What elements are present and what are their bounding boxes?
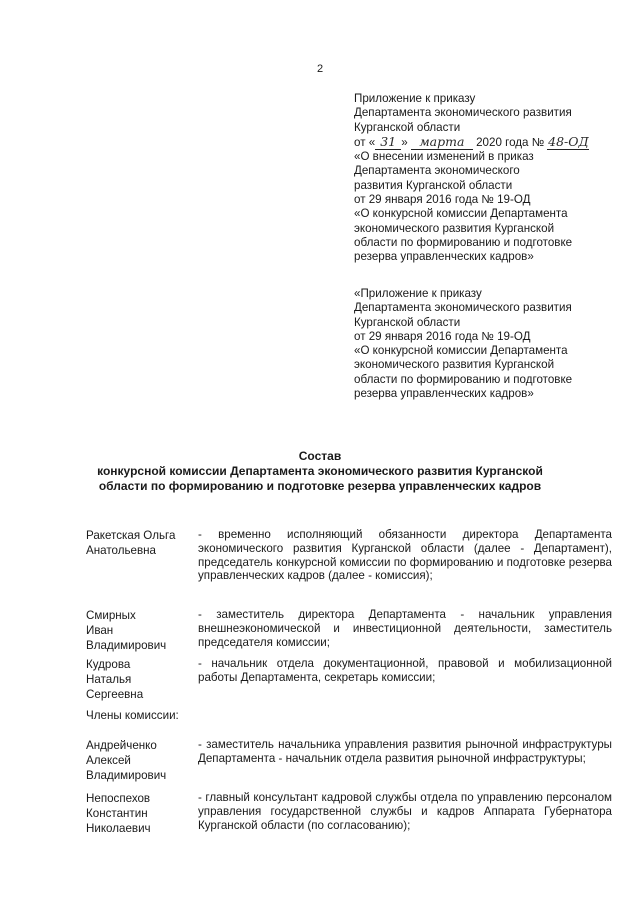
appendix-line: Курганской области xyxy=(354,315,461,329)
appendix-line: Приложение к приказу xyxy=(354,92,476,105)
name-line: Иван xyxy=(86,624,114,637)
member-row xyxy=(86,791,612,847)
title-line: конкурсной комиссии Департамента экономического развития Курганской xyxy=(97,464,543,478)
commission-list xyxy=(86,528,612,847)
member-role: - заместитель директора Департамента - начальник управления внешнеэкономической и инвестиционной деятельности, заместитель председателя комиссии; xyxy=(198,608,612,649)
name-line: Сергеевна xyxy=(86,688,144,701)
appendix-order-block xyxy=(354,92,614,265)
appendix-line: «О конкурсной комиссии Департамента xyxy=(354,344,568,358)
appendix-date-line xyxy=(354,135,614,150)
handwritten-day: 31 xyxy=(375,135,401,150)
title-line: области по формированию и подготовке резерва управленческих кадров xyxy=(98,479,542,493)
member-name xyxy=(86,528,198,608)
name-line: Смирных xyxy=(86,609,136,622)
member-role: - главный консультант кадровой службы отдела по управлению персоналом управления государственной службы и кадров Аппарата Губернатора Курганской области (по согласованию); xyxy=(198,791,612,832)
appendix-line: экономического развития Курганской xyxy=(354,358,555,372)
members-section-label: Члены комиссии: xyxy=(86,709,179,722)
appendix-line: от 29 января 2016 года № 19-ОД xyxy=(354,193,531,207)
member-row xyxy=(86,738,612,791)
appendix-line: области по формированию и подготовке xyxy=(354,235,573,249)
appendix-line: Департамента экономического развития xyxy=(354,301,572,315)
member-name xyxy=(86,657,198,708)
name-line: Непоспехов xyxy=(86,792,151,805)
member-name xyxy=(86,608,198,657)
name-line: Наталья xyxy=(86,673,132,686)
name-line: Кудрова xyxy=(86,658,131,671)
name-line: Владимирович xyxy=(86,769,167,782)
appendix-line: «О конкурсной комиссии Департамента xyxy=(354,207,568,221)
name-line: Анатольевна xyxy=(86,544,156,557)
member-role: - заместитель начальника управления развития рыночной инфраструктуры Департамента - начальник отдела развития рыночной инфраструктуры; xyxy=(198,738,612,765)
appendix-line: от 29 января 2016 года № 19-ОД xyxy=(354,329,531,343)
appendix-line: «О внесении изменений в приказ xyxy=(354,150,534,164)
member-name xyxy=(86,791,198,847)
date-mid: » xyxy=(401,135,408,149)
name-line: Константин xyxy=(86,807,148,820)
member-role: - временно исполняющий обязанности директора Департамента экономического развития Курганской области (далее - Департамент), председатель конкурсной комиссии по формированию и подготовке резерва управленческих кадров (далее - комиссия); xyxy=(198,528,612,583)
name-line: Ракетская Ольга xyxy=(86,529,176,542)
member-name xyxy=(86,738,198,791)
name-line: Алексей xyxy=(86,754,131,767)
member-row xyxy=(86,657,612,708)
appendix-line: Департамента экономического xyxy=(354,164,520,178)
appendix-line: Департамента экономического развития xyxy=(354,106,572,120)
appendix-line: резерва управленческих кадров» xyxy=(354,250,534,264)
appendix-line: области по формированию и подготовке xyxy=(354,372,573,386)
handwritten-month: марта xyxy=(411,135,473,150)
appendix-line: развития Курганской области xyxy=(354,178,513,192)
member-role: - начальник отдела документационной, правовой и мобилизационной работы Департамента, секретарь комиссии; xyxy=(198,657,612,684)
member-row xyxy=(86,608,612,657)
appendix-line: Курганской области xyxy=(354,120,461,134)
appendix-line: резерва управленческих кадров» xyxy=(354,387,534,401)
name-line: Андрейченко xyxy=(86,739,157,752)
appendix-line: экономического развития Курганской xyxy=(354,221,555,235)
date-prefix: от « xyxy=(354,135,376,149)
date-year: 2020 года № xyxy=(476,135,545,149)
page-number: 2 xyxy=(316,63,324,75)
title-heading: Состав xyxy=(298,449,342,463)
name-line: Николаевич xyxy=(86,822,151,835)
name-line: Владимирович xyxy=(86,639,167,652)
handwritten-order-number: 48-ОД xyxy=(548,133,589,149)
document-title xyxy=(0,449,640,494)
appendix-line: «Приложение к приказу xyxy=(354,287,482,300)
appendix-original-block xyxy=(354,287,614,401)
member-row xyxy=(86,528,612,608)
